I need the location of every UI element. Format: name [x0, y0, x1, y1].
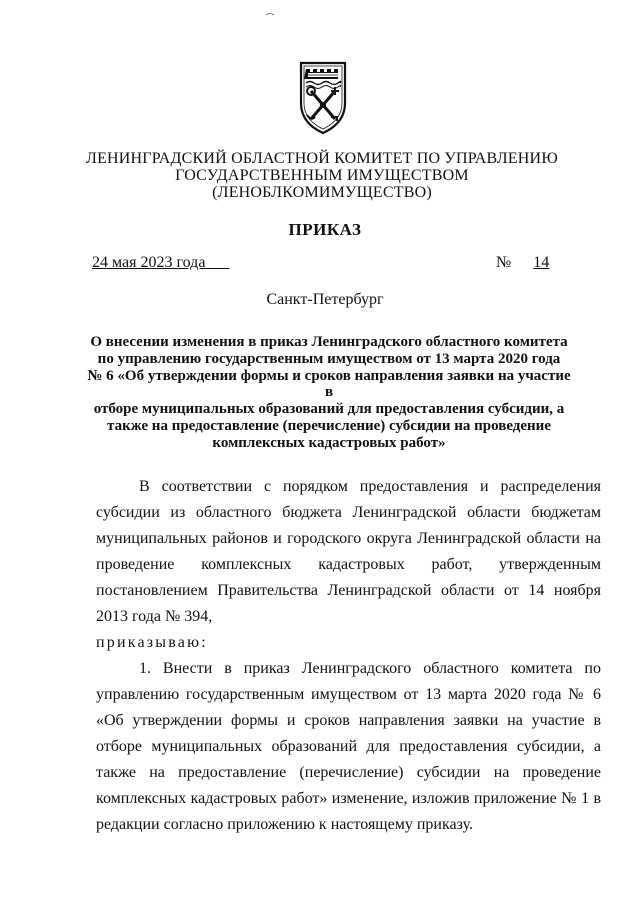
number-value: 14 — [533, 254, 550, 271]
title-line: комплексных кадастровых работ» — [212, 434, 446, 451]
org-line-3: (ЛЕНОБЛКОМИМУЩЕСТВО) — [212, 184, 432, 201]
org-line-1: ЛЕНИНГРАДСКИЙ ОБЛАСТНОЙ КОМИТЕТ ПО УПРАВЛЕНИЮ — [86, 150, 558, 167]
clause-1-paragraph: 1. Внести в приказ Ленинградского областного комитета по управлению государственным имуществом от 13 марта 2020 года № 6 «Об утверждении формы и сроков направления заявки на участие в отборе муниципальных образований для предоставления субсидии, а также на предоставление (перечисление) субсидии на проведение комплексных кадастровых работ» изменение, изложив приложение № 1 в редакции согласно приложению к настоящему приказу. — [96, 660, 601, 833]
document-date — [92, 254, 229, 272]
document-body — [96, 474, 601, 838]
city: Санкт-Петербург — [266, 291, 384, 308]
title-line: отборе муниципальных образований для предоставления субсидии, а — [93, 401, 565, 418]
title-line: О внесении изменения в приказ Ленинградского областного комитета — [90, 334, 568, 350]
coat-of-arms-icon — [297, 57, 349, 135]
order-word: приказываю: — [96, 634, 208, 651]
title-line: № 6 «Об утверждении формы и сроков направления заявки на участие в — [87, 367, 571, 401]
preamble-paragraph: В соответствии с порядком предоставления и распределения субсидии из областного бюджета Ленинградской области бюджетам муниципальных районов и городского округа Ленинградской области на проведение комплексных кадастровых работ, утвержденным постановлением Правительства Ленинградской области от 14 ноября 2013 года № 394, — [96, 478, 601, 625]
document-number — [496, 254, 583, 272]
document-type: ПРИКАЗ — [288, 220, 362, 239]
scan-mark-icon — [266, 12, 274, 16]
document-title — [84, 334, 574, 452]
organization-name — [60, 150, 584, 201]
title-line: также на предоставление (перечисление) субсидии на проведение — [107, 417, 551, 434]
number-label: № — [496, 254, 512, 271]
date-value: 24 мая 2023 года — [92, 254, 206, 271]
title-line: по управлению государственным имуществом от 13 марта 2020 года — [97, 350, 561, 367]
org-line-2: ГОСУДАРСТВЕННЫМ ИМУЩЕСТВОМ — [175, 167, 469, 184]
